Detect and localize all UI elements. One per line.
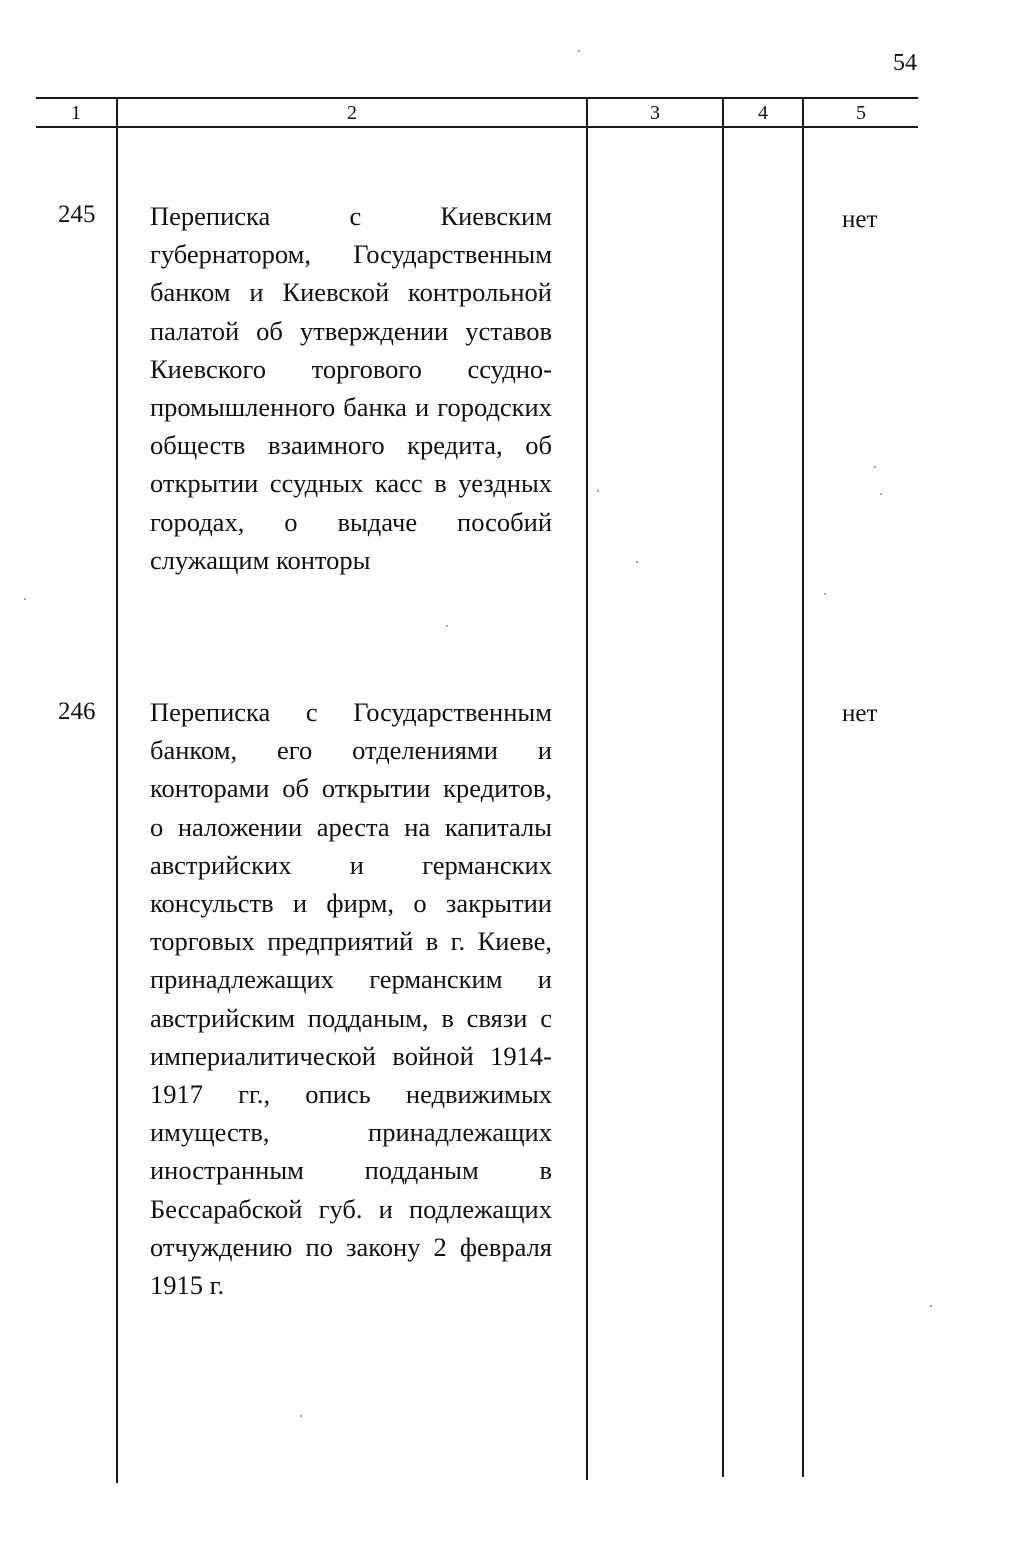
- scan-speck: [300, 1415, 302, 1417]
- column-divider-4: [802, 97, 804, 1477]
- page-number: 54: [893, 50, 917, 76]
- column-divider-1: [116, 97, 118, 1483]
- column-divider-3: [722, 97, 724, 1477]
- scan-speck: [24, 598, 26, 600]
- table-header-rule: [36, 126, 918, 128]
- entry-number: 245: [58, 201, 96, 228]
- entry-availability: нет: [842, 700, 878, 727]
- entry-description: Переписка с Киевским губернатором, Государственным банком и Киевской контрольной палатой об утверждении уставов Киевского торгового ссудно-промышленного банка и городских обществ взаимного кредита, об открытии ссудных касс в уездных городах, о выдаче пособий служащим конторы: [150, 201, 552, 575]
- column-header-3: 3: [650, 102, 660, 124]
- scan-speck: [824, 593, 826, 595]
- scan-speck: [636, 561, 638, 563]
- column-header-5: 5: [856, 102, 866, 124]
- entry-description: Переписка с Государственным банком, его отделениями и конторами об открытии кредитов, о наложении ареста на капиталы австрийских и германских консульств и фирм, о закрытии торговых предприятий в г. Киеве, принадлежащих германским и австрийским подданым, в связи с империалитической войной 1914-1917 гг., опись недвижимых имуществ, принадлежащих иностранным подданым в Бессарабской губ. и подлежащих отчуждению по закону 2 февраля 1915 г.: [150, 697, 552, 1301]
- column-divider-2: [586, 97, 588, 1480]
- entry-number: 246: [58, 698, 96, 725]
- scan-speck: [597, 490, 599, 492]
- scan-speck: [874, 466, 876, 468]
- scan-speck: [446, 625, 448, 627]
- scan-speck: [578, 50, 580, 52]
- table-top-rule: [36, 97, 918, 99]
- column-header-1: 1: [71, 102, 81, 124]
- scan-speck: [930, 1305, 932, 1307]
- column-header-2: 2: [347, 102, 357, 124]
- scan-speck: [880, 493, 882, 495]
- column-header-4: 4: [758, 102, 768, 124]
- entry-availability: нет: [842, 206, 878, 233]
